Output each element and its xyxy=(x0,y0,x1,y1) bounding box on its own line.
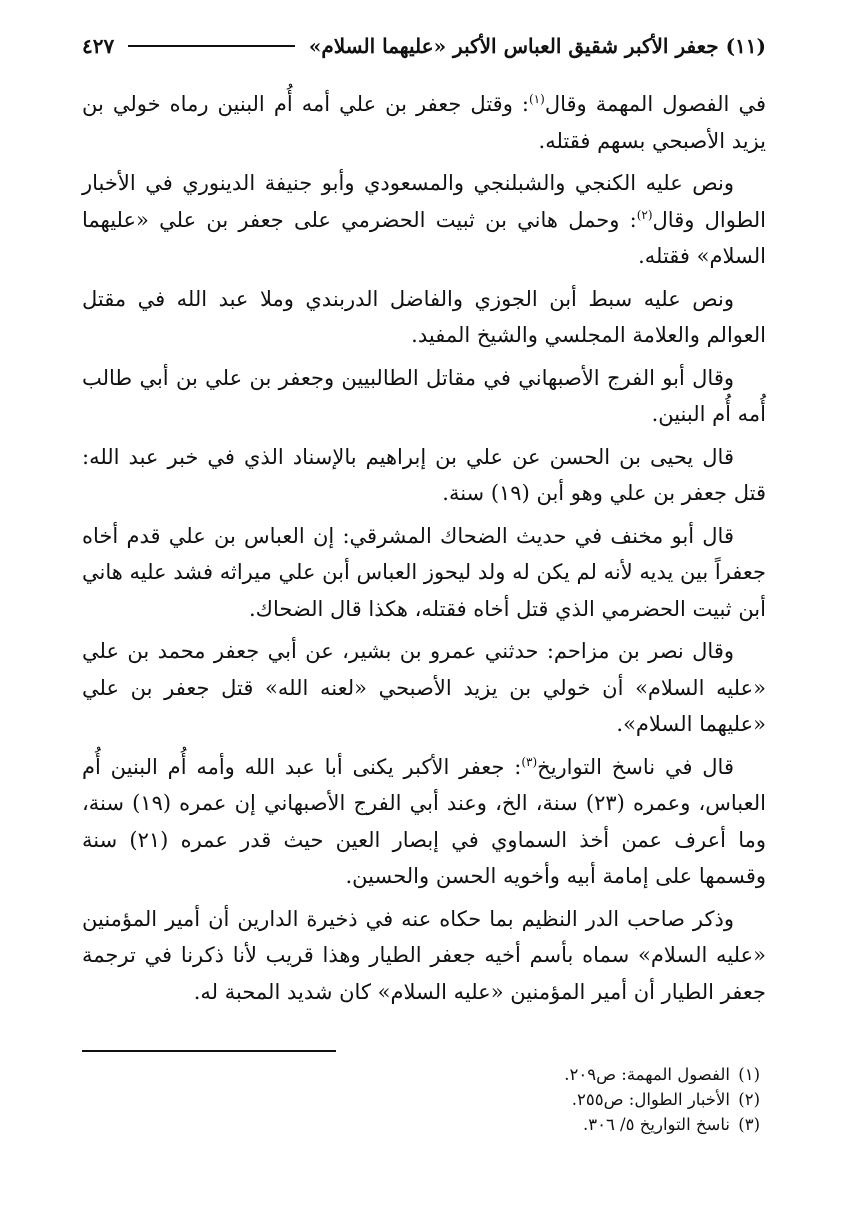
footnote: (٢)الأخبار الطوال: ص٢٥٥. xyxy=(571,1090,760,1109)
body-text xyxy=(82,86,766,1010)
paragraph: وقال نصر بن مزاحم: حدثني عمرو بن بشير، عن أبي جعفر محمد بن علي «عليه السلام» أن خولي بن يزيد الأصبحي «لعنه الله» قتل جعفر بن علي «عليهما السلام». xyxy=(82,639,766,736)
footnote: (١)الفصول المهمة: ص٢٠٩. xyxy=(564,1065,760,1084)
paragraph: ونص عليه الكنجي والشبلنجي والمسعودي وأبو جنيفة الدينوري في الأخبار الطوال وقال$^{(٢)}$: وحمل هاني بن ثبيت الحضرمي على جعفر بن علي «عليهما السلام» فقتله. xyxy=(82,171,766,268)
page xyxy=(82,26,766,1016)
footnote: (٣)ناسخ التواريخ ٥/ ٣٠٦. xyxy=(582,1115,760,1134)
paragraph: قال في ناسخ التواريخ$^{(٣)}$: جعفر الأكبر يكنى أبا عبد الله وأمه أُم البنين أُم العباس، وعمره (٢٣) سنة، الخ، وعند أبي الفرج الأصبهاني إن عمره (١٩) سنة، وما أعرف عمن أخذ السماوي في إبصار العين حيث قدر عمره (٢١) سنة وقسمها على إمامة أبيه وأخويه الحسن والحسين. xyxy=(82,754,766,888)
paragraph: وقال أبو الفرج الأصبهاني في مقاتل الطالبيين وجعفر بن علي بن أبي طالب أُمه أُم البنين. xyxy=(82,365,766,426)
header-rule xyxy=(128,45,295,47)
paragraph: في الفصول المهمة وقال$^{(١)}$: وقتل جعفر بن علي أمه أُم البنين رماه خولي بن يزيد الأصبحي بسهم فقتله. xyxy=(82,92,766,153)
running-header xyxy=(82,26,766,66)
paragraph: قال أبو مخنف في حديث الضحاك المشرقي: إن العباس بن علي قدم أخاه جعفراً بين يديه لأنه لم يكن له ولد ليحوز العباس أبن علي ميراثه فشد عليه هاني أبن ثبيت الحضرمي الذي قتل أخاه فقتله، هكذا قال الضحاك. xyxy=(82,523,766,621)
footnote-ref: (٢) xyxy=(636,207,653,222)
paragraph: وذكر صاحب الدر النظيم بما حكاه عنه في ذخيرة الدارين أن أمير المؤمنين «عليه السلام» سماه بأسم أخيه جعفر الطيار وهذا قريب لأنا ذكرنا في ترجمة جعفر الطيار أن أمير المؤمنين «عليه السلام» كان شديد المحبة له. xyxy=(82,906,766,1004)
footnote-separator xyxy=(82,1050,336,1052)
footnote-ref: (٣) xyxy=(521,754,538,769)
footnotes xyxy=(564,1062,760,1137)
paragraph: قال يحيى بن الحسن عن علي بن إبراهيم بالإسناد الذي في خبر عبد الله: قتل جعفر بن علي وهو أبن (١٩) سنة. xyxy=(82,444,766,505)
page-number: ٤٢٧ xyxy=(82,34,115,58)
paragraph: ونص عليه سبط أبن الجوزي والفاضل الدربندي وملا عبد الله في مقتل العوالم والعلامة المجلسي والشيخ المفيد. xyxy=(82,286,766,347)
footnote-ref: (١) xyxy=(528,92,545,106)
chapter-title: (١١) جعفر الأكبر شقيق العباس الأكبر «عليهما السلام» xyxy=(308,34,766,58)
